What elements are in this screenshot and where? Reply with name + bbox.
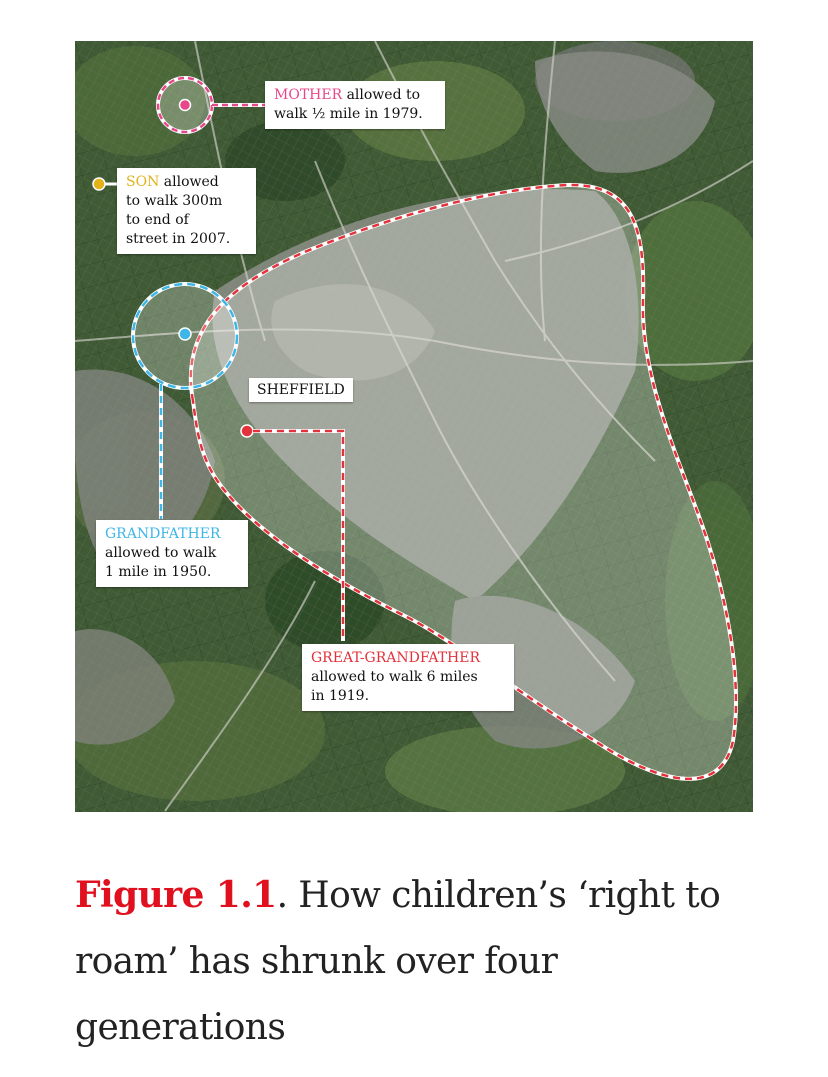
- great-grandfather-label-text2: in 1919.: [311, 688, 370, 704]
- grandfather-home-dot: [179, 328, 191, 340]
- mother-annotation: [265, 81, 445, 129]
- grandfather-label-text1: allowed to walk: [105, 545, 217, 561]
- caption-text: . How children’s ‘right to roam’ has shrunk over four generations: [75, 875, 721, 1048]
- grandfather-label-who: GRANDFATHER: [105, 526, 221, 542]
- mother-label-text1: allowed to: [342, 87, 421, 103]
- grandfather-annotation: [96, 520, 248, 587]
- great-grandfather-home-dot: [241, 425, 253, 437]
- son-label-who: SON: [126, 174, 160, 190]
- figure-caption: [75, 862, 735, 1061]
- son-label-text4: street in 2007.: [126, 231, 231, 247]
- mother-label-text2: walk ½ mile in 1979.: [274, 106, 423, 122]
- grandfather-label-text2: 1 mile in 1950.: [105, 564, 212, 580]
- mother-home-dot: [180, 100, 191, 111]
- mother-label-who: MOTHER: [274, 87, 343, 103]
- son-annotation: [117, 168, 256, 254]
- satellite-map: [75, 41, 753, 812]
- son-label-text2: to walk 300m: [126, 193, 223, 209]
- son-label-text3: to end of: [126, 212, 189, 228]
- great-grandfather-label-who: GREAT-GRANDFATHER: [311, 650, 481, 666]
- great-grandfather-annotation: [302, 644, 514, 711]
- figure-label: Figure 1.1: [75, 874, 277, 916]
- sheffield-label: SHEFFIELD: [249, 378, 353, 402]
- great-grandfather-label-text1: allowed to walk 6 miles: [311, 669, 478, 685]
- son-label-text1: allowed: [159, 174, 219, 190]
- son-home-dot: [93, 178, 105, 190]
